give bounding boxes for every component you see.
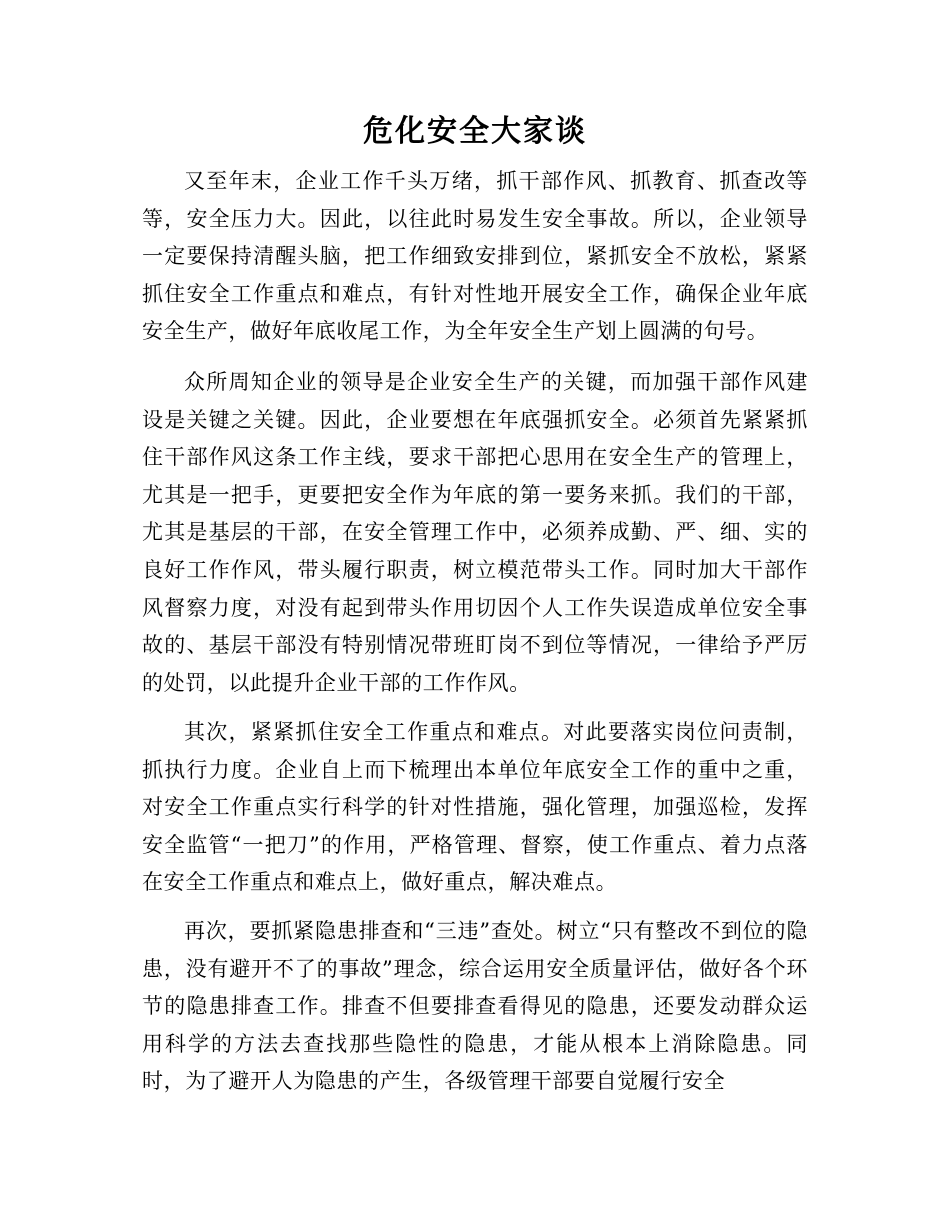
- paragraph-year-end-safety: 又至年末，企业工作千头万绪，抓干部作风、抓教育、抓查改等等，安全压力大。因此，以往此时易发生安全事故。所以，企业领导一定要保持清醒头脑，把工作细致安排到位，紧抓安全不放松，紧紧抓住安全工作重点和难点，有针对性地开展安全工作，确保企业年底安全生产，做好年底收尾工作，为全年安全生产划上圆满的句号。: [142, 169, 808, 344]
- paragraph-cadre-style: 众所周知企业的领导是企业安全生产的关键，而加强干部作风建设是关键之关键。因此，企业要想在年底强抓安全。必须首先紧紧抓住干部作风这条工作主线，要求干部把心思用在安全生产的管理上，尤其是一把手，更要把安全作为年底的第一要务来抓。我们的干部，尤其是基层的干部，在安全管理工作中，必须养成勤、严、细、实的良好工作作风，带头履行职责，树立模范带头工作。同时加大干部作风督察力度，对没有起到带头作用切因个人工作失误造成单位安全事故的、基层干部没有特别情况带班盯岗不到位等情况，一律给予严厉的处罚，以此提升企业干部的工作作风。: [142, 370, 808, 695]
- paragraph-key-points: 其次，紧紧抓住安全工作重点和难点。对此要落实岗位问责制，抓执行力度。企业自上而下梳理出本单位年底安全工作的重中之重，对安全工作重点实行科学的针对性措施，强化管理，加强巡检，发挥安全监管“一把刀”的作用，严格管理、督察，使工作重点、着力点落在安全工作重点和难点上，做好重点，解决难点。: [142, 720, 808, 895]
- document-title: 危化安全大家谈: [363, 114, 587, 149]
- paragraph-hazard-check: 再次，要抓紧隐患排查和“三违”查处。树立“只有整改不到位的隐患，没有避开不了的事故”理念，综合运用安全质量评估，做好各个环节的隐患排查工作。排查不但要排查看得见的隐患，还要发动群众运用科学的方法去查找那些隐性的隐患，才能从根本上消除隐患。同时，为了避开人为隐患的产生，各级管理干部要自觉履行安全: [142, 919, 808, 1094]
